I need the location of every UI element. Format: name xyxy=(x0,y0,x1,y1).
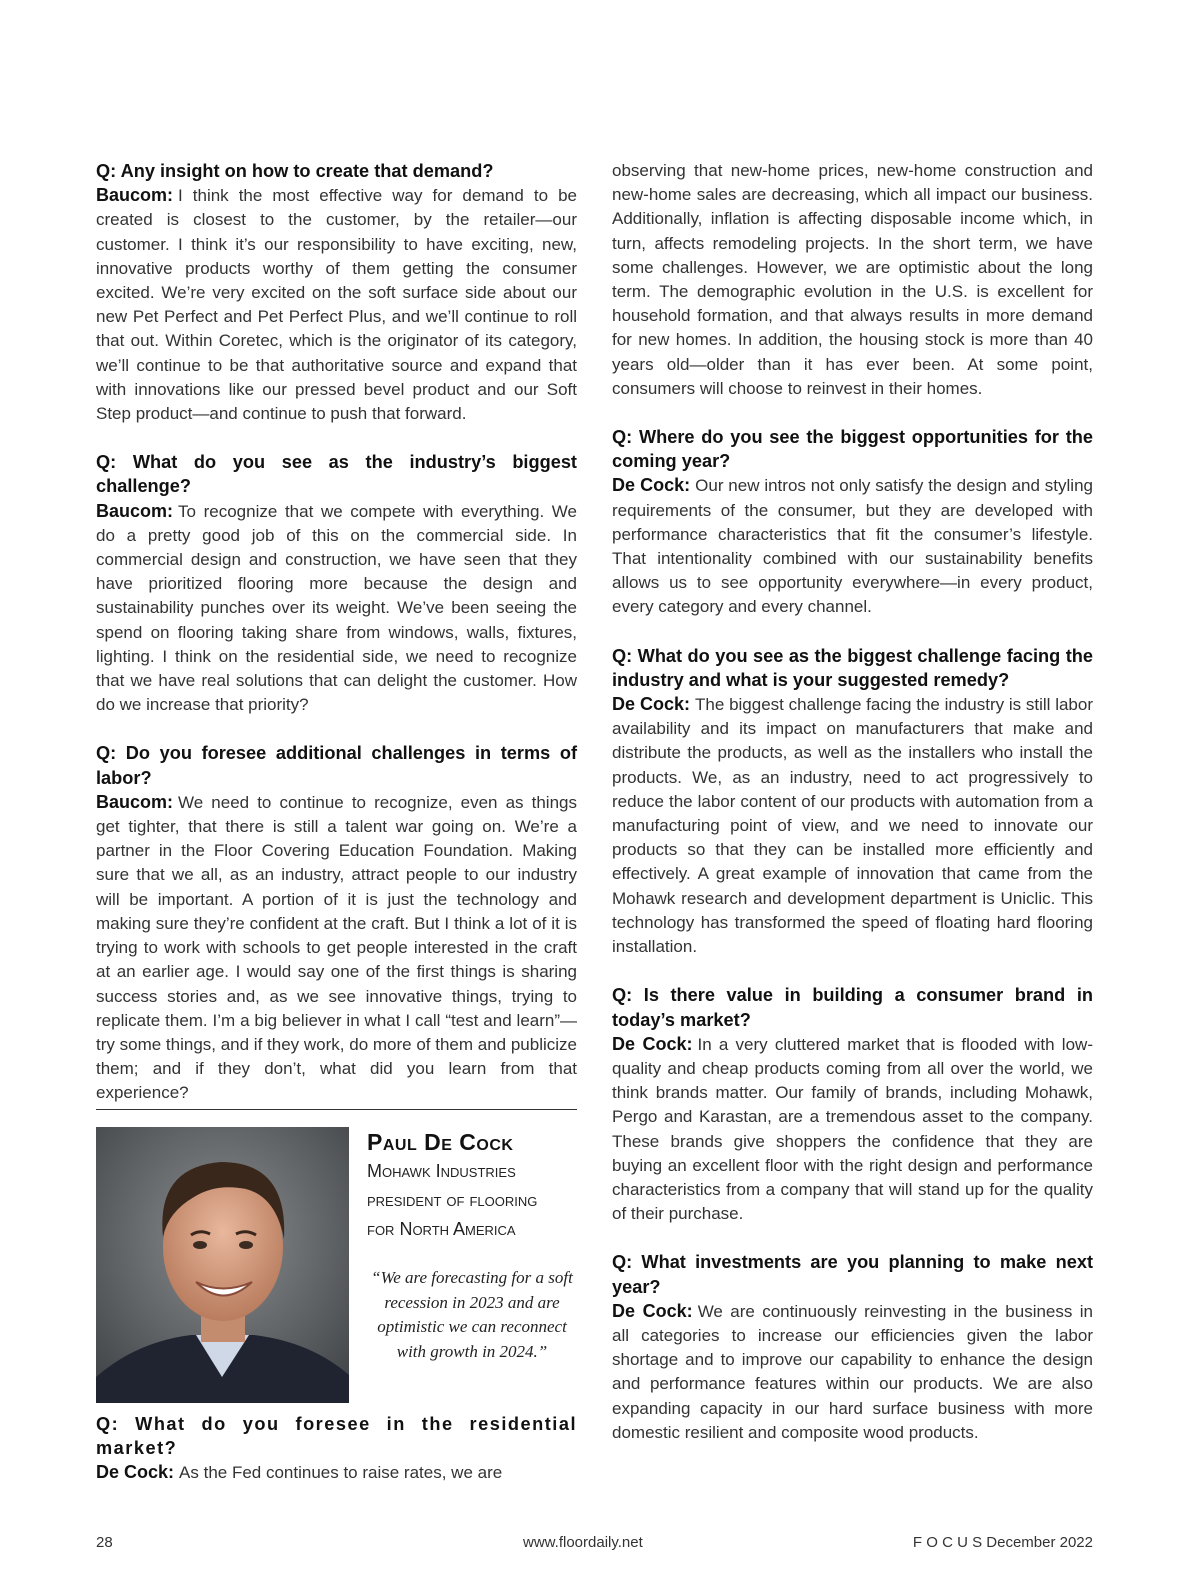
qa-block-residential xyxy=(96,1412,577,1486)
profile-text xyxy=(367,1127,577,1364)
speaker: De Cock: xyxy=(612,475,691,496)
answer-text: To recognize that we compete with everything. We do a pretty good job of this on the commercial side. In commercial design and construction, we have seen that they have prioritized flooring more because the design and sustainability punches over its weight. We’ve been seeing the spend on flooring taking share from windows, walls, fixtures, lighting. I think on the residential side, we need to recognize that we have real solutions that can delight the customer. How do we increase that priority? xyxy=(96,501,577,715)
answer-text: We are continuously reinvesting in the business in all categories to increase our efficiencies given the labor shortage and to improve our capability to enhance the design and performance features within our products. We are also expanding capacity in our hard surface business with more domestic resilient and composite wood products. xyxy=(612,1301,1093,1442)
pull-quote: “We are forecasting for a soft recession in 2023 and are optimistic we can reconnect with growth in 2024.” xyxy=(371,1268,573,1361)
footer-issue xyxy=(913,1534,1093,1551)
question: Q: Do you foresee additional challenges in terms of labor? xyxy=(96,743,577,788)
qa-block xyxy=(96,450,577,717)
qa-block xyxy=(612,425,1093,620)
answer xyxy=(96,790,577,1106)
footer-publication: F O C U S xyxy=(912,1534,983,1551)
qa-block xyxy=(612,1250,1093,1445)
speaker: De Cock: xyxy=(612,694,691,715)
question: Q: Is there value in building a consumer brand in today’s market? xyxy=(612,985,1093,1030)
answer xyxy=(612,692,1093,959)
answer-text: I think the most effective way for demand to be created is closest to the customer, by the retailer—our customer. I think it’s our responsibility to have exciting, new, innovative products worthy of them getting the consumer excited. We’re very excited on the soft surface side about our new Pet Perfect and Pet Perfect Plus, and we’ll continue to roll that out. Within Coretec, which is the originator of its category, we’ll continue to be that authoritative source and expand that with innovations like our pressed bevel product and our Soft Step product—and continue to push that forward. xyxy=(96,186,577,424)
footer-website: www.floordaily.net xyxy=(523,1534,643,1551)
answer xyxy=(96,499,577,718)
answer-text: The biggest challenge facing the industry is still labor availability and its impact on manufacturers that make and distribute the products, as well as the installers who install the products. We, as an industry, need to act progressively to reduce the labor content of our products with automation from a manufacturing point of view, and we need to innovate our products so that they can be installed more efficiently and effectively. A great example of innovation that came from the Mohawk research and development department is Uniclic. This technology has transformed the speed of floating hard flooring installation. xyxy=(612,695,1093,957)
speaker: De Cock: xyxy=(96,1462,175,1483)
speaker: Baucom: xyxy=(96,185,174,206)
speaker: De Cock: xyxy=(612,1300,693,1321)
answer-text: In a very cluttered market that is flooded with low-quality and cheap products coming from all over the world, we think brands matter. Our family of brands, including Mohawk, Pergo and Karastan, are a tremendous asset to the company. These brands give shoppers the confidence that they are buying an excellent floor with the right design and performance characteristics from a company that will stand up for the quality of their purchase. xyxy=(612,1034,1093,1224)
profile-name: Paul De Cock xyxy=(367,1129,514,1155)
continued-answer xyxy=(612,159,1093,401)
qa-block xyxy=(96,159,577,426)
right-column xyxy=(612,159,1093,1469)
divider xyxy=(96,1109,577,1110)
question: Q: What do you foresee in the residential market? xyxy=(96,1414,577,1459)
footer-date: December 2022 xyxy=(986,1534,1093,1551)
answer xyxy=(612,1032,1093,1227)
speaker: De Cock: xyxy=(612,1033,693,1054)
profile-company: Mohawk Industries xyxy=(367,1161,516,1181)
answer-text: observing that new-home prices, new-home construction and new-home sales are decreasing, which all impact our business. Additionally, inflation is affecting disposable income which, in turn, affects remodeling projects. In the short term, we have some challenges. However, we are optimistic about the long term. The demographic evolution in the U.S. is excellent for household formation, and that always results in more demand for new homes. In addition, the housing stock is more than 40 years old—older than it has ever been. At some point, consumers will choose to reinvest in their homes. xyxy=(612,161,1093,398)
question: Q: What do you see as the biggest challenge facing the industry and what is your suggested remedy? xyxy=(612,645,1093,690)
speaker: Baucom: xyxy=(96,791,174,812)
profile-box xyxy=(96,1127,577,1403)
qa-block xyxy=(612,983,1093,1226)
qa-block xyxy=(612,644,1093,960)
answer-text: As the Fed continues to raise rates, we are xyxy=(179,1463,503,1483)
qa-block xyxy=(96,741,577,1105)
profile-title-line1: president of flooring xyxy=(367,1190,538,1210)
answer xyxy=(96,1460,577,1485)
profile-title-line2: for North America xyxy=(367,1219,516,1239)
page-number: 28 xyxy=(96,1534,113,1551)
answer-text: Our new intros not only satisfy the design and styling requirements of the consumer, but they are developed with performance characteristics that fit the consumer’s lifestyle. That intentionality combined with our sustainability benefits allows us to see opportunity everywhere—in every product, every category and every channel. xyxy=(612,476,1093,617)
answer-text: We need to continue to recognize, even as things get tighter, that there is still a talent war going on. We’re a partner in the Floor Covering Education Foundation. Making sure that we all, as an industry, attract people to our industry will be important. A portion of it is just the technology and making sure they’re confident at the craft. But I think a lot of it is trying to work with schools to get people interested in the craft at an earlier age. I would say one of the first things is sharing success stories and, as we see innovative things, trying to replicate them. I’m a big believer in what I call “test and learn”—try some things, and if they work, do more of them and publicize them; and if they don’t, what did you learn from that experience? xyxy=(96,792,577,1103)
portrait-photo xyxy=(96,1127,349,1403)
question: Q: What do you see as the industry’s biggest challenge? xyxy=(96,452,577,497)
speaker: Baucom: xyxy=(96,500,174,521)
question: Q: Where do you see the biggest opportunities for the coming year? xyxy=(612,427,1093,472)
answer xyxy=(612,1299,1093,1445)
question: Q: Any insight on how to create that demand? xyxy=(96,161,494,181)
portrait-photo-icon xyxy=(96,1127,349,1403)
answer xyxy=(612,473,1093,619)
answer xyxy=(96,183,577,426)
left-column xyxy=(96,159,577,1130)
question: Q: What investments are you planning to make next year? xyxy=(612,1252,1093,1297)
